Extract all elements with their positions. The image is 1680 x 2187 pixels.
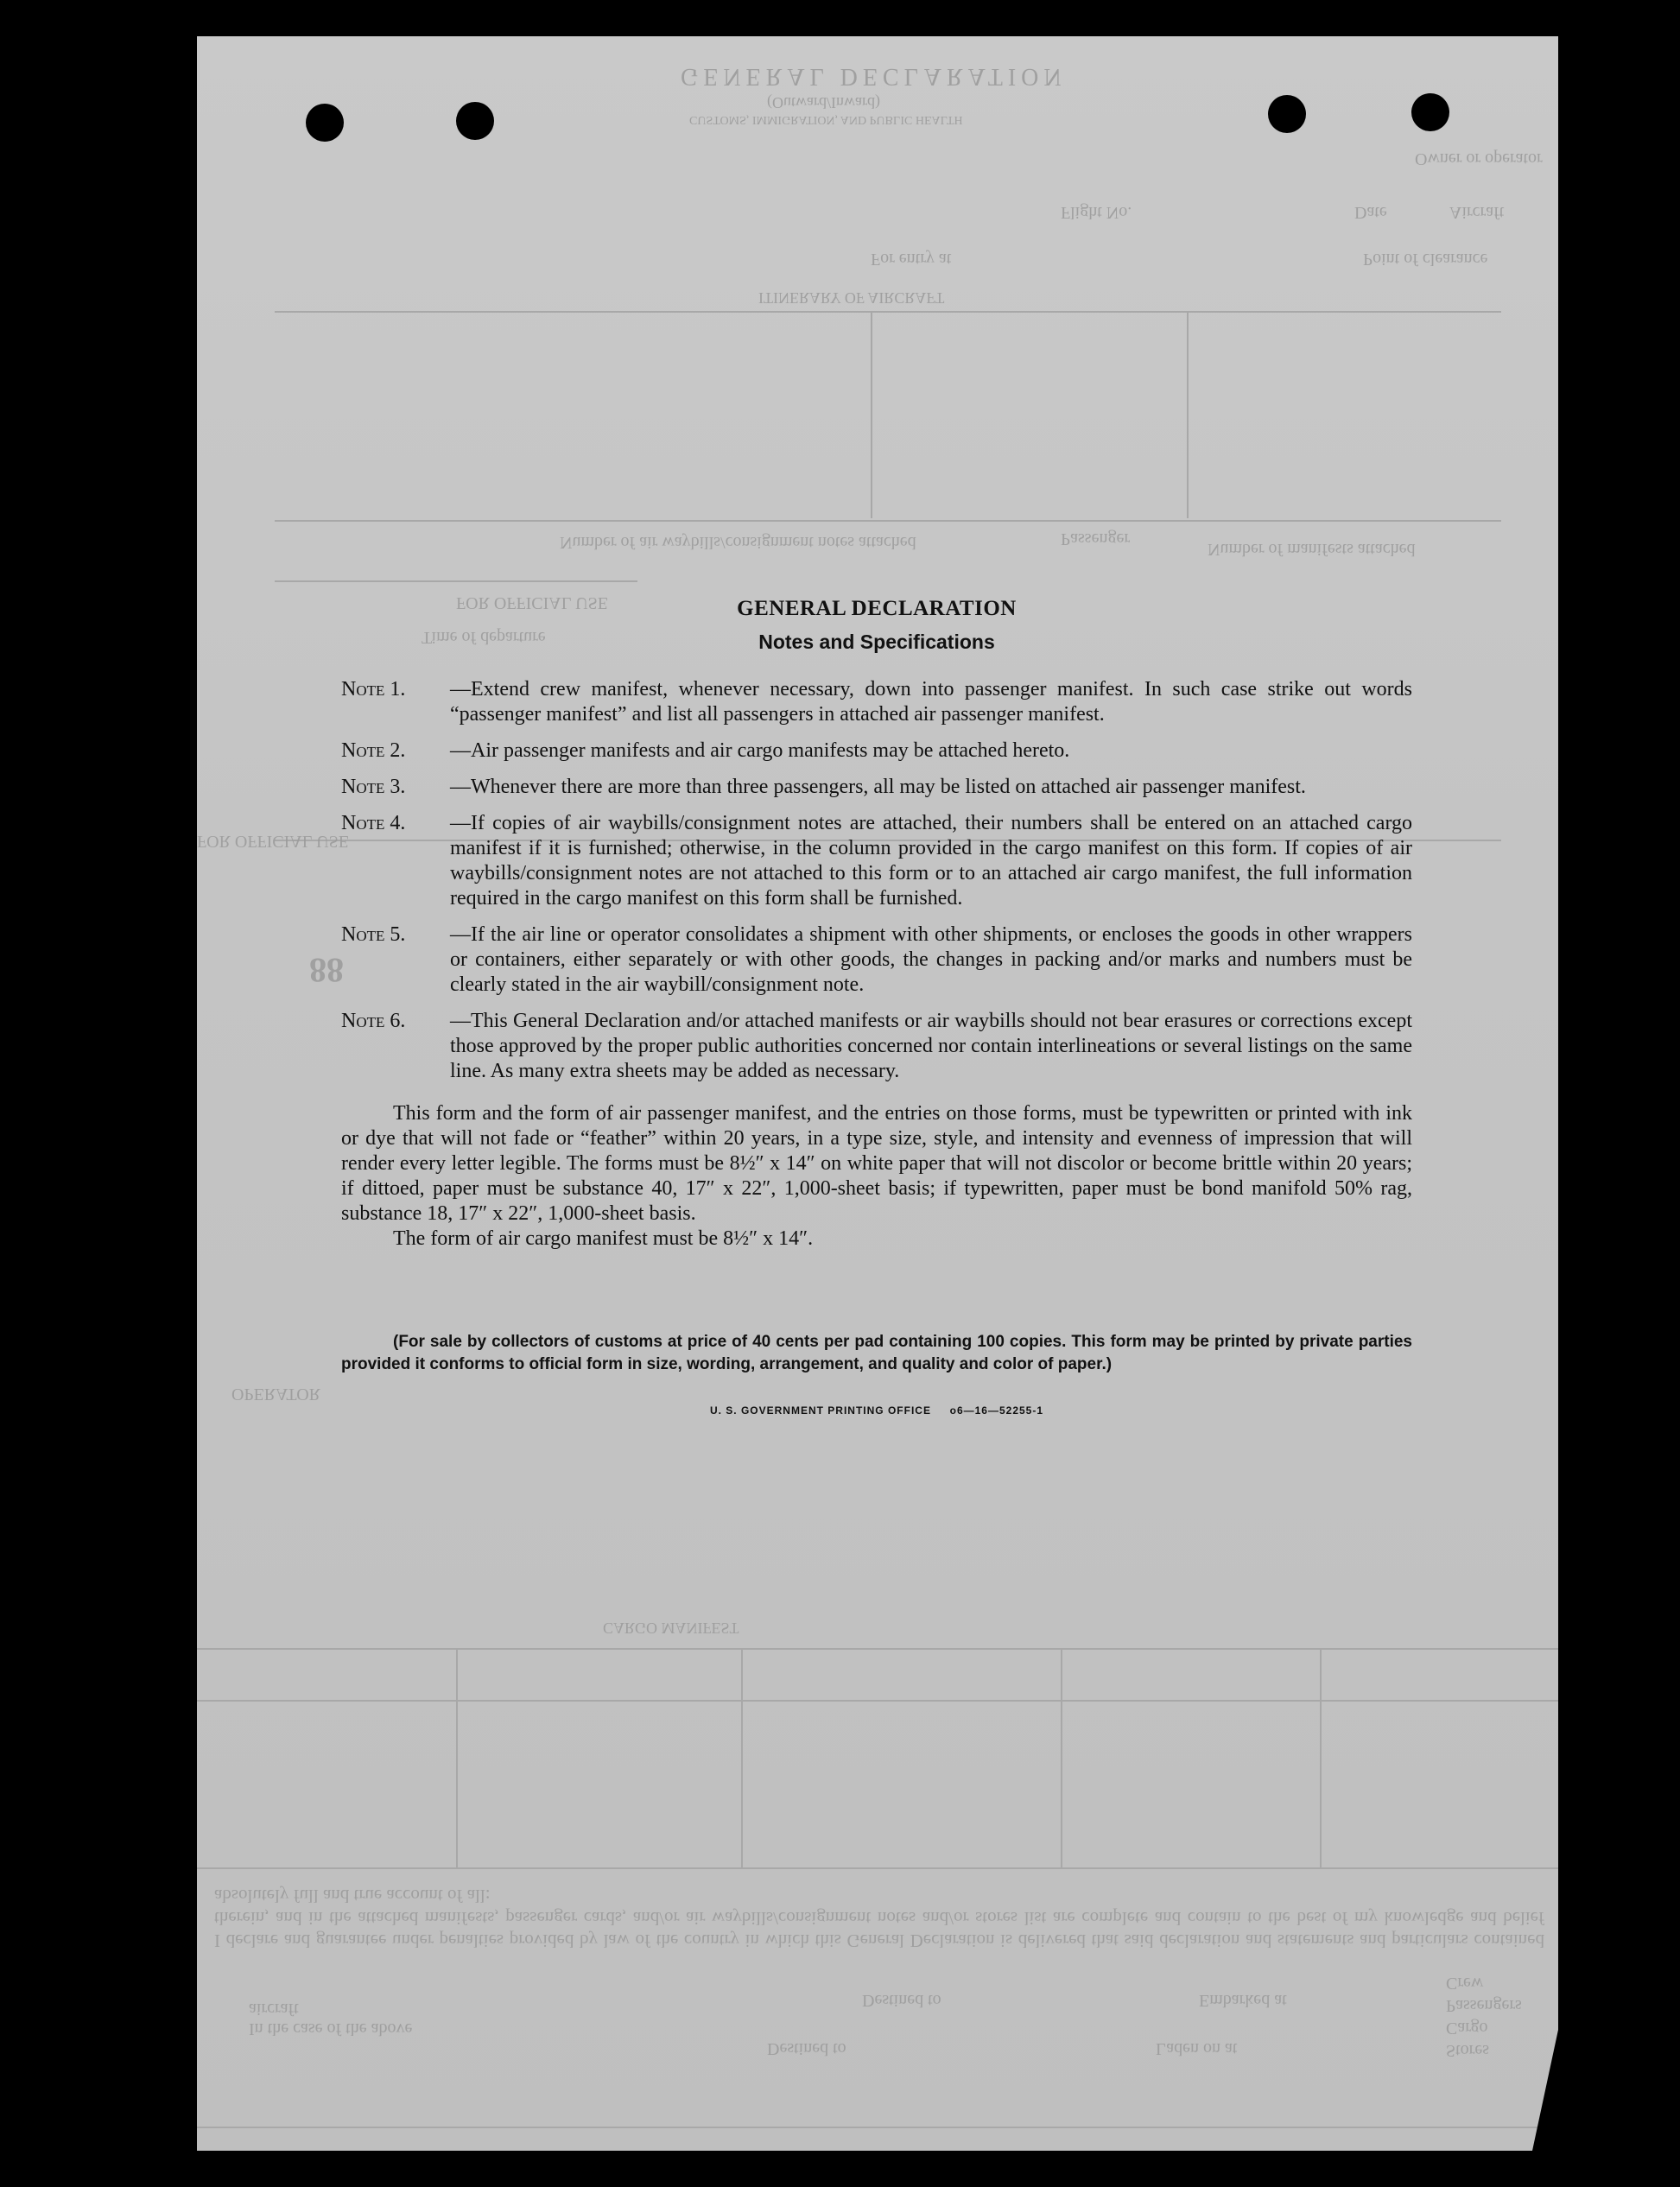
bleed-destined: Destined to xyxy=(862,1991,941,2010)
punch-hole xyxy=(306,104,344,142)
bleed-laden: Laden on at xyxy=(1156,2039,1238,2058)
note-label: Note 3. xyxy=(341,776,406,798)
punch-hole xyxy=(1268,95,1306,133)
bleed-passenger: Passenger xyxy=(1061,529,1130,548)
bleed-manifests: Number of manifests attached xyxy=(1208,540,1416,559)
page-title: GENERAL DECLARATION xyxy=(737,597,1017,620)
punch-hole xyxy=(1411,93,1449,131)
note-2 xyxy=(341,739,1412,764)
bleed-aircraft: Aircraft xyxy=(1449,203,1505,222)
bleed-sub: (Outward/Inward) xyxy=(767,94,880,111)
note-6 xyxy=(341,1009,1412,1084)
bleed-rule xyxy=(1061,1648,1062,1867)
note-label: Note 5. xyxy=(341,923,406,946)
bleed-rule xyxy=(741,1648,743,1867)
bleed-official-use: FOR OFFICIAL USE xyxy=(456,593,608,612)
bleed-rule xyxy=(197,1867,1558,1869)
note-text: —Air passenger manifests and air cargo manifests may be attached hereto. xyxy=(450,739,1070,762)
bleed-rule xyxy=(871,311,872,518)
bleed-waybills: Number of air waybills/consignment notes attached xyxy=(560,533,916,552)
note-label: Note 6. xyxy=(341,1010,406,1032)
bleed-owner: Owner or operator xyxy=(1415,149,1543,168)
bleed-rule xyxy=(197,1700,1558,1702)
bleed-cargo: Cargo xyxy=(1446,2019,1488,2038)
bleed-embarked: Embarked at xyxy=(1199,1991,1287,2010)
note-5 xyxy=(341,922,1412,998)
bleed-rule xyxy=(197,1648,1558,1650)
bleed-rule xyxy=(275,520,1501,522)
bleed-date: Date xyxy=(1354,203,1387,222)
bleed-crew: Crew xyxy=(1446,1974,1484,1993)
note-text: —Whenever there are more than three passengers, all may be listed on attached air passenger manifest. xyxy=(450,776,1306,798)
note-text: —Extend crew manifest, whenever necessary, down into passenger manifest. In such case strike out words “passenger manifest” and list all passengers in attached air passenger manifest. xyxy=(450,678,1412,726)
note-label: Note 1. xyxy=(341,678,406,700)
bleed-rule xyxy=(275,311,1501,313)
bleed-rule xyxy=(1320,1648,1322,1867)
note-text: —If copies of air waybills/consignment notes are attached, their numbers shall be entered on an attached cargo manifest if it is furnished; otherwise, in the column provided in the cargo manifest on this form. If copies of air waybills/consignment notes are not attached to this form or to an attached air cargo manifest, the full information required in the cargo manifest on this form shall be furnished. xyxy=(450,812,1412,910)
bleed-stamp: 88 xyxy=(309,951,344,990)
bleed-flight: Flight No. xyxy=(1061,203,1132,222)
cargo-manifest-size-line: The form of air cargo manifest must be 8½″ x 14″. xyxy=(393,1227,814,1250)
bleed-rule xyxy=(197,2127,1558,2128)
bleed-entry: For entry at xyxy=(871,250,952,269)
bleed-declaration: I declare and guarantee under penalties provided by law of the country in which this General Declaration is delivered that said declaration and statements and particulars contained therein, and in the attached manifests, passenger cards, and/or air waybills/consignment notes and/or stores list are complete and contain to the best of my knowledge and belief absolutely full and true account of all: xyxy=(214,1886,1544,1951)
bleed-passengers: Passengers xyxy=(1446,1996,1522,2015)
bleed-itinerary: ITINERARY OF AIRCRAFT xyxy=(758,289,945,307)
punch-hole xyxy=(456,102,494,140)
note-label: Note 2. xyxy=(341,739,406,762)
bleed-agencies: CUSTOMS, IMMIGRATION, AND PUBLIC HEALTH xyxy=(689,113,963,126)
bleed-header: GENERAL DECLARATION xyxy=(681,63,1067,90)
note-label: Note 4. xyxy=(341,812,406,834)
printing-office-imprint: U. S. GOVERNMENT PRINTING OFFICE o6—16—52255-1 xyxy=(709,1404,1044,1417)
folded-corner xyxy=(1532,2030,1558,2151)
bleed-rule xyxy=(1187,311,1189,518)
bleed-stores: Stores xyxy=(1446,2041,1489,2060)
bleed-official-use-2: FOR OFFICIAL USE xyxy=(197,832,349,851)
bleed-destined-2: Destined to xyxy=(767,2039,846,2058)
bleed-rule xyxy=(456,1648,458,1867)
form-specification-paragraph: This form and the form of air passenger manifest, and the entries on those forms, must be typewritten or printed with ink or dye that will not fade or “feather” within 20 years, in a type size, style, and intensity and evenness of impression that will render every letter legible. The forms must be 8½″ x 14″ on white paper that will not discolor or become brittle within 20 years; if dittoed, paper must be substance 40, 17″ x 22″, 1,000-sheet basis; if typewritten, paper must be bond manifold 50% rag, substance 18, 17″ x 22″, 1,000-sheet basis. xyxy=(341,1102,1412,1225)
note-4 xyxy=(341,811,1412,911)
notes-and-specifications xyxy=(341,596,1412,1423)
note-1 xyxy=(341,677,1412,727)
note-3 xyxy=(341,775,1412,800)
note-text: —This General Declaration and/or attached manifests or air waybills should not bear erasures or corrections except those approved by the proper public authorities concerned nor contain interlineations or several listings on the same line. As many extra sheets may be added as necessary. xyxy=(450,1010,1412,1082)
bleed-cargo-manifest: CARGO MANIFEST xyxy=(603,1620,739,1637)
bleed-rule xyxy=(275,580,637,582)
bleed-case: In the case of the above aircraft xyxy=(249,2000,413,2038)
page-subtitle: Notes and Specifications xyxy=(758,631,995,653)
note-text: —If the air line or operator consolidates a shipment with other shipments, or encloses the goods in other wrappers or containers, either separately or with other goods, the changes in packing and/or marks and numbers must be clearly stated in the air waybill/consignment note. xyxy=(450,923,1412,996)
sale-note: (For sale by collectors of customs at price of 40 cents per pad containing 100 copies. This form may be printed by private parties provided it conforms to official form in size, wording, arrangement, and quality and color of paper.) xyxy=(341,1333,1412,1373)
bleed-clearance: Point of clearance xyxy=(1363,250,1488,269)
bleed-departure: Time of departure xyxy=(422,628,546,647)
bleed-operator: OPERATOR xyxy=(231,1385,320,1404)
